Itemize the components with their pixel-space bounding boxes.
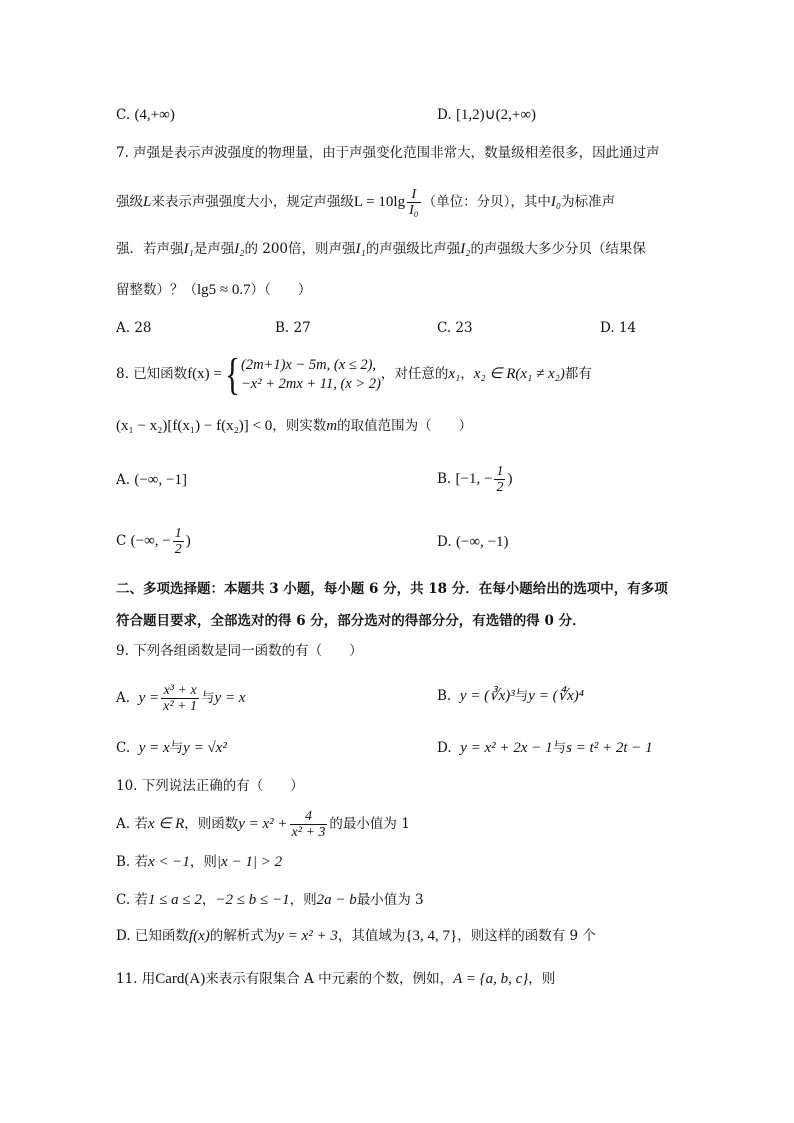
q7-option-a: A. 28 bbox=[116, 320, 152, 336]
q8-option-a: A. (−∞, −1] bbox=[116, 472, 187, 488]
q7-line1: 7. 声强是表示声波强度的物理量，由于声强变化范围非常大，数量级相差很多，因此通过声 bbox=[116, 145, 660, 161]
q10-option-d: D. 已知函数f(x)的解析式为y = x² + 3，其值域为{3, 4, 7}，则这样的函数有 9 个 bbox=[116, 928, 596, 944]
q6-option-d: D. [1,2)∪(2,+∞) bbox=[437, 107, 537, 123]
q7-option-c: C. 23 bbox=[437, 320, 473, 336]
q8-option-c: C (−∞, − $\frac{1}{2}$ ) bbox=[116, 526, 191, 557]
q8-stem-line2: (x₁ − x₂)[f(x₁) − f(x₂)] < 0，则实数m的取值范围为（ ） bbox=[116, 418, 473, 434]
q7-fraction: $\frac{I}{\text{I₀}}$ bbox=[409, 187, 419, 218]
section2-heading-line1: 二、多项选择题：本题共 3 小题，每小题 6 分，共 18 分．在每小题给出的选项中，有多项 bbox=[116, 581, 668, 597]
q9-option-a: A. y = $\frac{\text{x³ + x}}{\text{x² + 1}}$ 与y = x bbox=[116, 683, 246, 714]
q10-option-a: A. 若x ∈ R，则函数y = x² + $\frac{4}{\text{x² + 3}}$ 的最小值为 1 bbox=[116, 809, 410, 840]
q6-option-c: C. (4,+∞) bbox=[116, 107, 175, 123]
q8-brace: { bbox=[225, 349, 240, 399]
q7-line3: 强．若声强I₁是声强I₂的 200倍，则声强I₁的声强级比声强I₂的声强级大多少分贝（结果保 bbox=[116, 241, 646, 257]
q9-option-c: C. y = x与y = √x² bbox=[116, 740, 227, 756]
q9-stem: 9. 下列各组函数是同一函数的有（ ） bbox=[116, 643, 363, 659]
q10-stem: 10. 下列说法正确的有（ ） bbox=[116, 778, 304, 794]
q9-option-d: D. y = x² + 2x − 1与s = t² + 2t − 1 bbox=[437, 740, 653, 756]
q11-stem: 11. 用Card(A)来表示有限集合 A 中元素的个数，例如，A = {a, b, c}，则 bbox=[116, 971, 556, 987]
q8-piecewise: (2m+1)x − 5m, (x ≤ 2), −x² + 2mx + 11, (x > 2) bbox=[241, 356, 381, 392]
q7-line4: 留整数）？（lg5 ≈ 0.7）（ ） bbox=[116, 282, 312, 298]
q8-stem-line1: 8. 已知函数f(x) ={ (2m+1)x − 5m, (x ≤ 2), −x² + 2mx + 11, (x > 2) ，对任意的x₁，x₂ ∈ R(x₁ ≠ x₂)都有 bbox=[116, 349, 592, 399]
q10-option-b: B. 若x < −1，则|x − 1| > 2 bbox=[116, 854, 283, 870]
q8-option-b: B. [−1, − $\frac{1}{2}$ ) bbox=[437, 464, 513, 495]
section2-heading-line2: 符合题目要求，全部选对的得 6 分，部分选对的得部分分，有选错的得 0 分． bbox=[116, 613, 586, 629]
q9-option-b: B. y = (∛x)³与y = (∜x)⁴ bbox=[437, 688, 584, 704]
q10-option-c: C. 若1 ≤ a ≤ 2，−2 ≤ b ≤ −1，则2a − b最小值为 3 bbox=[116, 892, 424, 908]
q7-line2: 强级L来表示声强强度大小，规定声强级L = 10lg $\frac{I}{\text{I₀}}$ （单位：分贝），其中I₀为标准声 bbox=[116, 187, 616, 218]
q7-option-d: D. 14 bbox=[600, 320, 637, 336]
q8-option-d: D. (−∞, −1) bbox=[437, 534, 509, 550]
q7-option-b: B. 27 bbox=[275, 320, 311, 336]
